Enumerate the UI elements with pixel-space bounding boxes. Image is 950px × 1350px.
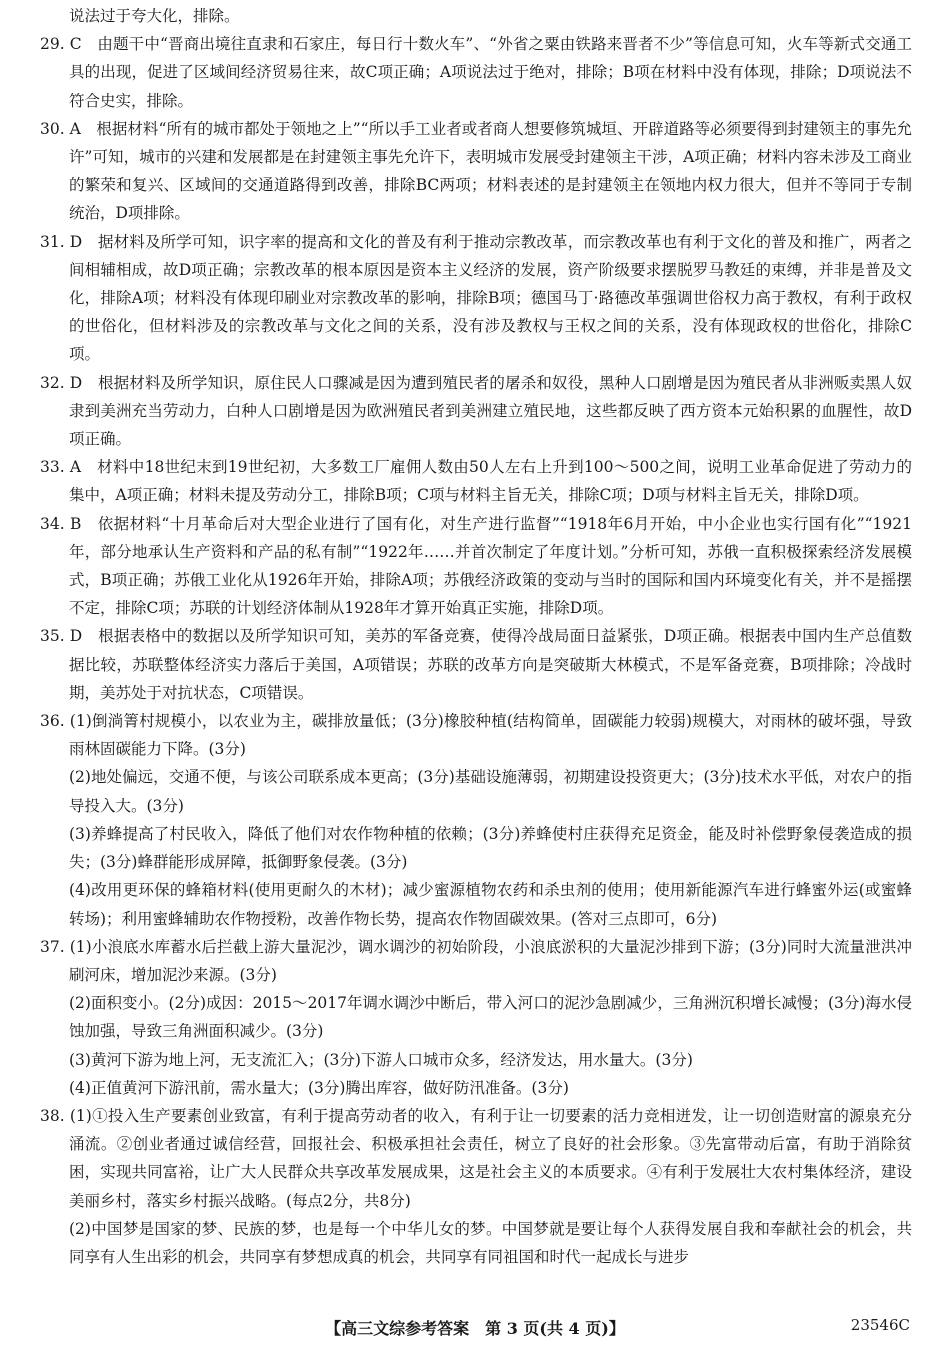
answer-content (40, 2, 912, 1271)
paragraph: (3)养蜂提高了村民收入，降低了他们对农作物种植的依赖；(3分)养蜂使村庄获得充足资金，能及时补偿野象侵袭造成的损失；(3分)蜂群能形成屏障，抵御野象侵袭。(3分) (69, 824, 912, 872)
paragraph: 36. (1)倒淌箐村规模小，以农业为主，碳排放量低；(3分)橡胶种植(结构简单，固碳能力较弱)规模大，对雨林的破坏强，导致雨林固碳能力下降。(3分) (40, 712, 912, 759)
paragraph: (4)改用更环保的蜂箱材料(使用更耐久的木材)；减少蜜源植物农药和杀虫剂的使用；使用新能源汽车进行蜂蜜外运(或蜜蜂转场)；利用蜜蜂辅助农作物授粉，改善作物长势，提高农作物固碳效果。(答对三点即可，6分) (69, 881, 912, 928)
paragraph: (2)面积变小。(2分)成因：2015～2017年调水调沙中断后，带入河口的泥沙急剧减少，三角洲沉积增长减慢；(3分)海水侵蚀加强，导致三角洲面积减少。(3分) (69, 994, 912, 1041)
document-code: 23546C (850, 1316, 910, 1334)
paragraph: 34. B 依据材料“十月革命后对大型企业进行了国有化，对生产进行监督”“1918年6月开始，中小企业也实行国有化”“1921年，部分地承认生产资料和产品的私有制”“1922年……并首次制定了年度计划。”分析可知，苏俄一直积极探索经济发展模式，B项正确；苏俄工业化从1926年开始，排除A项；苏俄经济政策的变动与当时的国际和国内环境变化有关，并不是摇摆不定，排除C项；苏联的计划经济体制从1928年才算开始真正实施，排除D项。 (40, 514, 912, 618)
paragraph: (2)地处偏远，交通不便，与该公司联系成本更高；(3分)基础设施薄弱，初期建设投资更大；(3分)技术水平低，对农户的指导投入大。(3分) (69, 768, 912, 815)
footer-title: 【高三文综参考答案 第 3 页(共 4 页)】 (325, 1319, 625, 1338)
paragraph: 29. C 由题干中“晋商出境往直隶和石家庄，每日行十数火车”、“外省之粟由铁路来晋者不少”等信息可知，火车等新式交通工具的出现，促进了区域间经济贸易往来，故C项正确；A项说法过于绝对，排除；B项在材料中没有体现，排除；D项说法不符合史实，排除。 (40, 35, 912, 110)
paragraph: 37. (1)小浪底水库蓄水后拦截上游大量泥沙，调水调沙的初始阶段，小浪底淤积的大量泥沙排到下游；(3分)同时大流量泄洪冲刷河床，增加泥沙来源。(3分) (40, 937, 912, 984)
paragraph: 38. (1)①投入生产要素创业致富，有利于提高劳动者的收入，有利于让一切要素的活力竞相迸发，让一切创造财富的源泉充分涌流。②创业者通过诚信经营，回报社会、积极承担社会责任，树立了良好的社会形象。③先富带动后富，有助于消除贫困，实现共同富裕，让广大人民群众共享改革发展成果，这是社会主义的本质要求。④有利于发展壮大农村集体经济，建设美丽乡村，落实乡村振兴战略。(每点2分，共8分) (40, 1106, 912, 1210)
paragraph: 说法过于夸大化，排除。 (69, 7, 240, 25)
page-footer (0, 1312, 950, 1342)
paragraph: 30. A 根据材料“所有的城市都处于领地之上”“所以手工业者或者商人想要修筑城垣、开辟道路等必须要得到封建领主的事先允许”可知，城市的兴建和发展都是在封建领主事先允许下，表明城市发展受封建领主干涉，A项正确；材料内容未涉及工商业的繁荣和复兴、区域间的交通道路得到改善，排除BC两项；材料表述的是封建领主在领地内权力很大，但并不等同于专制统治，D项排除。 (40, 119, 912, 223)
paragraph: 32. D 根据材料及所学知识，原住民人口骤减是因为遭到殖民者的屠杀和奴役，黑种人口剧增是因为殖民者从非洲贩卖黑人奴隶到美洲充当劳动力，白种人口剧增是因为欧洲殖民者到美洲建立殖民地，这些都反映了西方资本元始积累的血腥性，故D项正确。 (40, 373, 912, 449)
paragraph: (4)正值黄河下游汛前，需水量大；(3分)腾出库容，做好防汛准备。(3分) (69, 1078, 569, 1097)
paragraph: 31. D 据材料及所学可知，识字率的提高和文化的普及有利于推动宗教改革，而宗教改革也有利于文化的普及和推广，两者之间相辅相成，故D项正确；宗教改革的根本原因是资本主义经济的发展，资产阶级要求摆脱罗马教廷的束缚，并非是普及文化，排除A项；材料没有体现印刷业对宗教改革的影响，排除B项；德国马丁·路德改革强调世俗权力高于教权，有利于政权的世俗化，但材料涉及的宗教改革与文化之间的关系，没有涉及教权与王权之间的关系，没有体现政权的世俗化，排除C项。 (40, 232, 912, 364)
paragraph: 35. D 根据表格中的数据以及所学知识可知，美苏的军备竞赛，使得冷战局面日益紧张，D项正确。根据表中国内生产总值数据比较，苏联整体经济实力落后于美国，A项错误；苏联的改革方向是突破斯大林模式，不是军备竞赛，B项排除；冷战时期，美苏处于对抗状态，C项错误。 (40, 627, 912, 702)
paragraph: (2)中国梦是国家的梦、民族的梦，也是每一个中华儿女的梦。中国梦就是要让每个人获得发展自我和奉献社会的机会，共同享有人生出彩的机会，共同享有梦想成真的机会，共同享有同祖国和时代一起成长与进步 (69, 1219, 912, 1266)
paragraph: (3)黄河下游为地上河，无支流汇入；(3分)下游人口城市众多，经济发达，用水量大。(3分) (69, 1050, 693, 1069)
paragraph: 33. A 材料中18世纪末到19世纪初，大多数工厂雇佣人数由50人左右上升到100～500之间，说明工业革命促进了劳动力的集中，A项正确；材料未提及劳动分工，排除B项；C项与材料主旨无关，排除C项；D项与材料主旨无关，排除D项。 (40, 458, 912, 505)
